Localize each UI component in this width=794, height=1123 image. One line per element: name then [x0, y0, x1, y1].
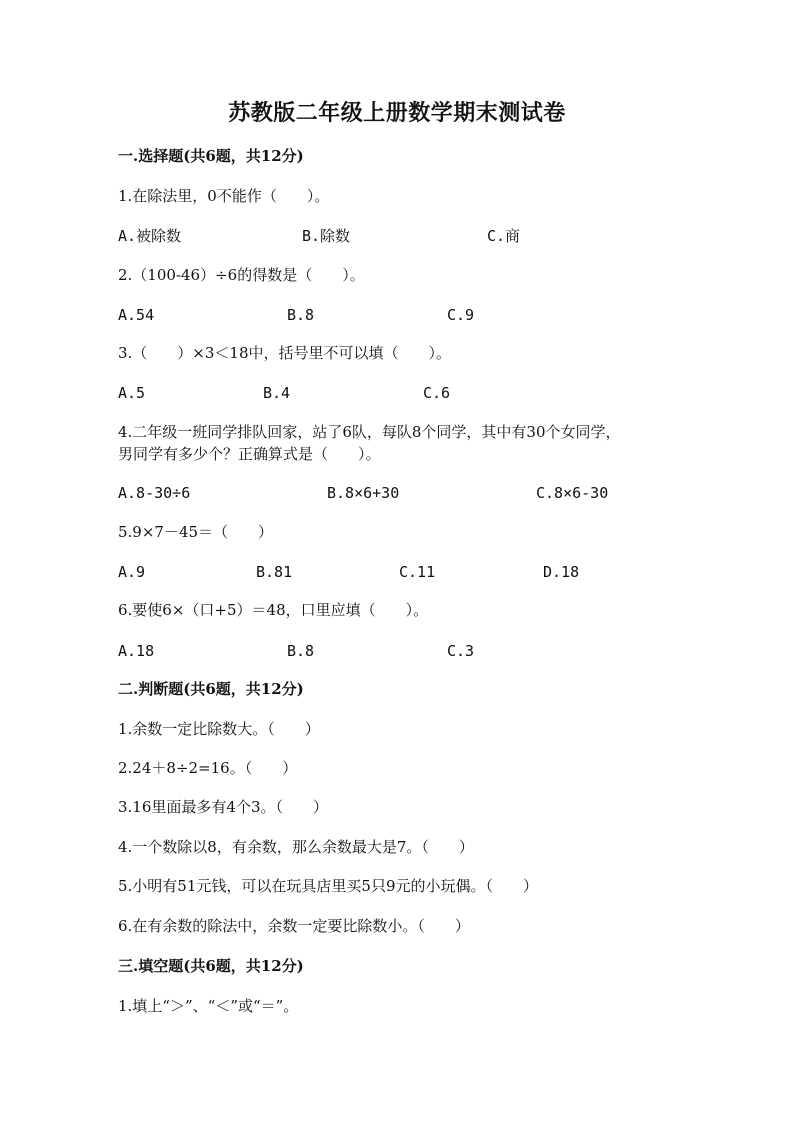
choice-question-4-line2: 男同学有多少个？正确算式是（ ）。 [118, 445, 381, 463]
choice-3-option-a: A.5 [118, 384, 146, 402]
choice-question-3: 3.（ ）×3＜18中，括号里不可以填（ ）。 [118, 344, 452, 362]
section-heading-choice: 一.选择题(共6题，共12分) [118, 147, 304, 165]
judgment-question-5: 5.小明有51元钱，可以在玩具店里买5只9元的小玩偶。（ ） [118, 877, 538, 895]
choice-5-option-a: A.9 [118, 563, 146, 581]
choice-1-option-a: A.被除数 [118, 227, 182, 245]
choice-6-option-c: C.3 [447, 642, 475, 660]
choice-2-option-a: A.54 [118, 306, 155, 324]
choice-question-1: 1.在除法里，0不能作（ ）。 [118, 187, 330, 205]
choice-4-option-c: C.8×6-30 [536, 484, 609, 502]
choice-5-option-c: C.11 [399, 563, 436, 581]
choice-1-option-c: C.商 [487, 227, 521, 245]
choice-5-option-d: D.18 [543, 563, 580, 581]
choice-6-option-b: B.8 [287, 642, 315, 660]
choice-4-option-a: A.8-30÷6 [118, 484, 191, 502]
choice-2-option-c: C.9 [447, 306, 475, 324]
choice-4-option-b: B.8×6+30 [327, 484, 400, 502]
section-heading-judgment: 二.判断题(共6题，共12分) [118, 680, 304, 698]
judgment-question-3: 3.16里面最多有4个3。（ ） [118, 798, 328, 816]
choice-3-option-c: C.6 [423, 384, 451, 402]
fill-in-question-1: 1.填上“＞”、“＜”或“＝”。 [118, 997, 299, 1015]
choice-question-2: 2.（100-46）÷6的得数是（ ）。 [118, 266, 365, 284]
judgment-question-4: 4.一个数除以8，有余数，那么余数最大是7。（ ） [118, 838, 474, 856]
judgment-question-6: 6.在有余数的除法中，余数一定要比除数小。（ ） [118, 917, 470, 935]
judgment-question-2: 2.24＋8÷2=16。（ ） [118, 759, 298, 777]
judgment-question-1: 1.余数一定比除数大。（ ） [118, 720, 320, 738]
choice-question-5: 5.9×7－45＝（ ） [118, 523, 274, 541]
choice-5-option-b: B.81 [256, 563, 293, 581]
choice-3-option-b: B.4 [263, 384, 291, 402]
choice-6-option-a: A.18 [118, 642, 155, 660]
choice-2-option-b: B.8 [287, 306, 315, 324]
choice-1-option-b: B.除数 [302, 227, 351, 245]
section-heading-fill-in: 三.填空题(共6题，共12分) [118, 957, 304, 975]
choice-question-4-line1: 4.二年级一班同学排队回家，站了6队，每队8个同学，其中有30个女同学， [118, 423, 621, 441]
choice-question-6: 6.要使6×（口+5）＝48，口里应填（ ）。 [118, 601, 429, 619]
exam-title: 苏教版二年级上册数学期末测试卷 [228, 100, 566, 126]
